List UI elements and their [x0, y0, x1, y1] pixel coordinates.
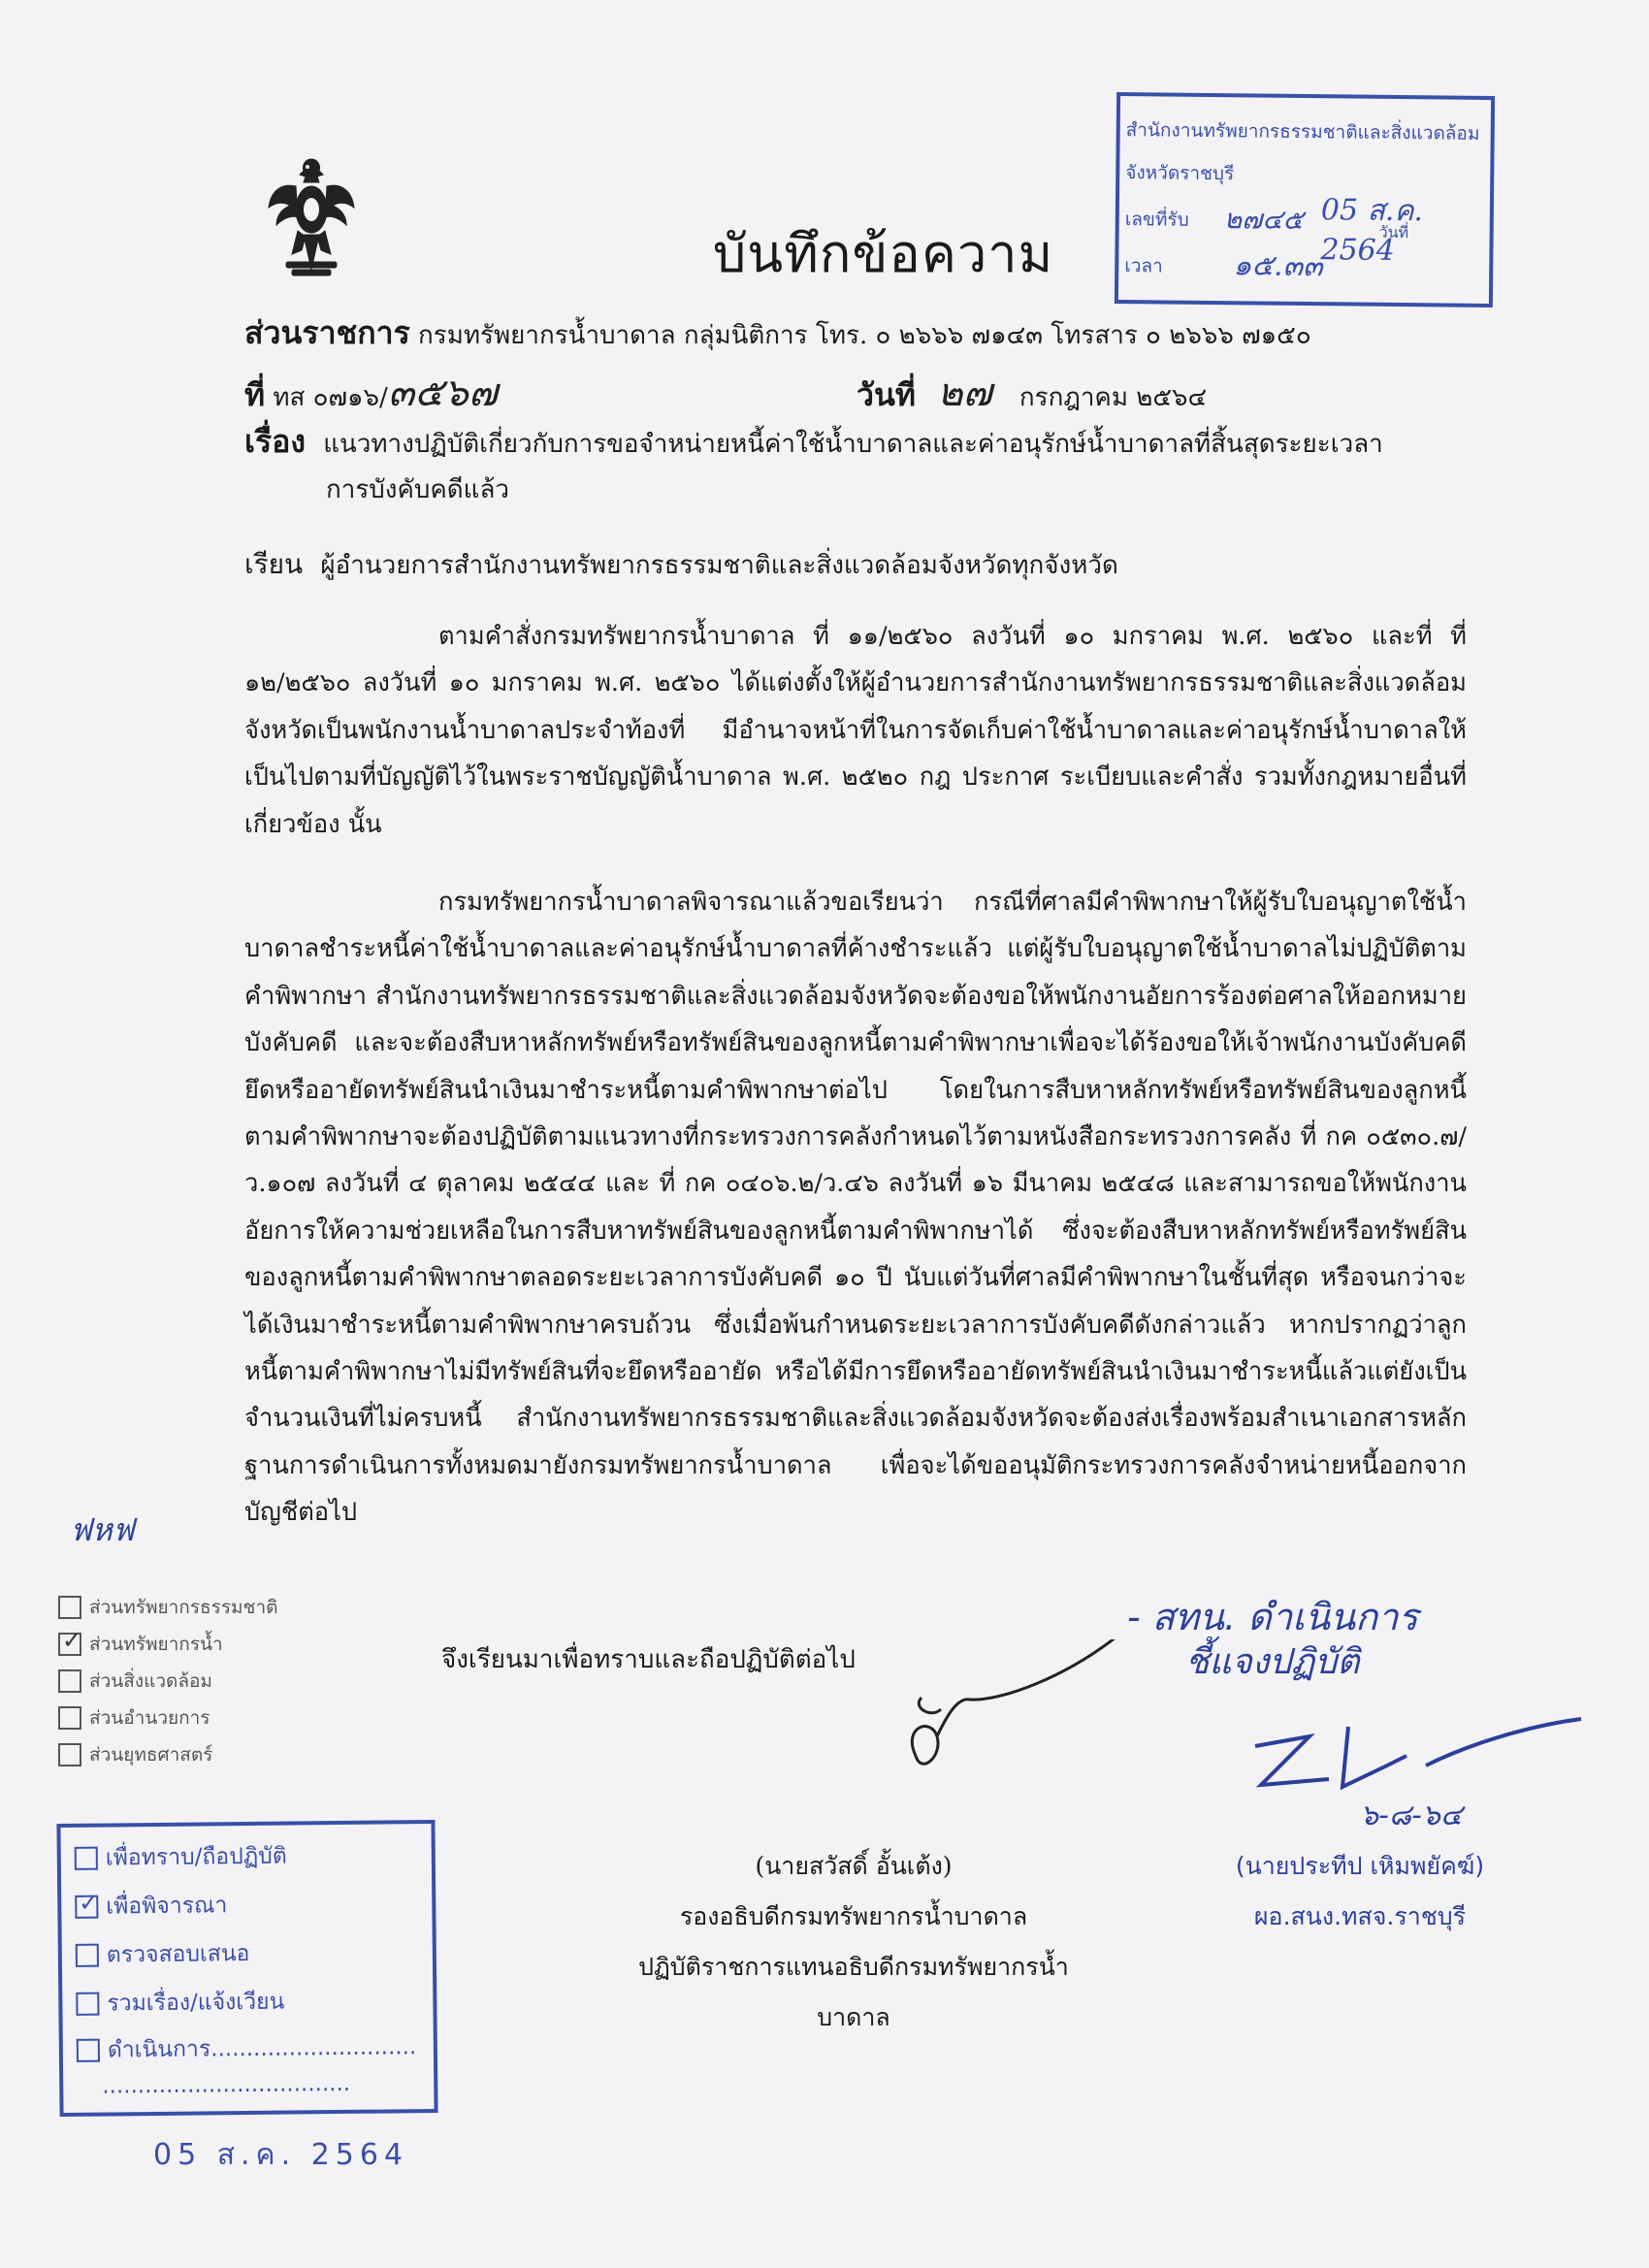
date-row — [857, 361, 1207, 423]
reference-value: ทส ๐๗๑๖/ — [273, 383, 388, 412]
checkbox-checked-icon — [75, 1895, 98, 1919]
deputy-signatory-block — [621, 1841, 1086, 2043]
action-item: ดำเนินการ............................. — [77, 2029, 417, 2068]
action-item: ✓ เพื่อพิจารณา — [75, 1888, 227, 1925]
checkbox-checked-icon — [58, 1633, 81, 1656]
routing-item: ส่วนสิ่งแวดล้อม — [58, 1663, 310, 1700]
paragraph-1 — [244, 613, 1467, 848]
routing-initial: ฟหฟ — [70, 1511, 135, 1548]
stamp-office-line: สำนักงานทรัพยากรธรรมชาติและสิ่งแวดล้อม — [1125, 119, 1480, 145]
checkbox-icon — [58, 1596, 81, 1619]
routing-item: ส่วนอำนวยการ — [58, 1700, 310, 1736]
deputy-name: (นายสวัสดิ์ อั้นเต้ง) — [755, 1852, 953, 1880]
handwritten-instruction-1: - สทน. ดำเนินการ — [1127, 1596, 1418, 1638]
action-item: เพื่อทราบ/ถือปฏิบัติ — [75, 1839, 287, 1876]
agency-label: ส่วนราชการ — [244, 314, 410, 351]
action-stamp — [56, 1820, 437, 2117]
routing-item: ✓ ส่วนทรัพยากรน้ำ — [58, 1626, 310, 1663]
checkbox-icon — [76, 1993, 99, 2016]
reference-row — [244, 361, 498, 423]
stamp-province-line: จังหวัดราชบุรี — [1125, 162, 1235, 185]
subject-label: เรื่อง — [244, 423, 306, 460]
reference-handwritten: ๓๕๖๗ — [387, 371, 498, 415]
paragraph-2-text: กรมทรัพยากรน้ำบาดาลพิจารณาแล้วขอเรียนว่า กรณีที่ศาลมีคำพิพากษาให้ผู้รับใบอนุญาตใช้น้ำบาดาลชำระหนี้ค่าใช้น้ำบาดาลและค่าอนุรักษ์น้ำบาดาลที่ค้างชำระแล้ว แต่ผู้รับใบอนุญาตใช้น้ำบาดาลไม่ปฏิบัติตามคำพิพากษา สำนักงานทรัพยากรธรรมชาติและสิ่งแวดล้อมจังหวัดจะต้องขอให้พนักงานอัยการร้องต่อศาลให้ออกหมายบังคับคดี และจะต้องสืบหาหลักทรัพย์หรือทรัพย์สินของลูกหนี้ตามคำพิพากษาเพื่อจะได้ร้องขอให้เจ้าพนักงานบังคับคดียึดหรืออายัดทรัพย์สินนำเงินมาชำระหนี้ตามคำพิพากษาต่อไป โดยในการสืบหาหลักทรัพย์หรือทรัพย์สินของลูกหนี้ตามคำพิพากษาจะต้องปฏิบัติตามแนวทางที่กระทรวงการคลังกำหนดไว้ตามหนังสือกระทรวงการคลัง ที่ กค ๐๕๓๐.๗/ว.๑๐๗ ลงวันที่ ๔ ตุลาคม ๒๕๔๔ และ ที่ กค ๐๔๐๖.๒/ว.๔๖ ลงวันที่ ๑๖ มีนาคม ๒๕๔๘ และสามารถขอให้พนักงานอัยการให้ความช่วยเหลือในการสืบหาทรัพย์สินของลูกหนี้ตามคำพิพากษาได้ ซึ่งจะต้องสืบหาหลักทรัพย์หรือทรัพย์สินของลูกหนี้ตามคำพิพากษาตลอดระยะเวลาการบังคับคดี ๑๐ ปี นับแต่วันที่ศาลมีคำพิพากษาในชั้นที่สุด หรือจนกว่าจะได้เงินมาชำระหนี้ตามคำพิพากษาครบถ้วน ซึ่งเมื่อพ้นกำหนดระยะเวลาการบังคับคดีดังกล่าวแล้ว หากปรากฏว่าลูกหนี้ตามคำพิพากษาไม่มีทรัพย์สินที่จะยึดหรืออายัด หรือได้มีการยึดหรืออายัดทรัพย์สินนำเงินมาชำระหนี้แล้วแต่ยังเป็นจำนวนเงินที่ไม่ครบหนี้ สำนักงานทรัพยากรธรรมชาติและสิ่งแวดล้อมจังหวัดจะต้องส่งเรื่องพร้อมสำเนาเอกสารหลักฐานการดำเนินการทั้งหมดมายังกรมทรัพยากรน้ำบาดาล เพื่อจะได้ขออนุมัติกระทรวงการคลังจำหน่ายหนี้ออกจากบัญชีต่อไป — [244, 888, 1467, 1528]
routing-item: ส่วนทรัพยากรธรรมชาติ — [58, 1589, 310, 1626]
stamp-time-label: เวลา — [1124, 255, 1163, 277]
date-value: กรกฎาคม ๒๕๖๔ — [1018, 383, 1208, 412]
paragraph-1-text: ตามคำสั่งกรมทรัพยากรน้ำบาดาล ที่ ๑๑/๒๕๖๐ ลงวันที่ ๑๐ มกราคม พ.ศ. ๒๕๖๐ และที่ ที่ ๑๒/๒๕๖๐ ลงวันที่ ๑๐ มกราคม พ.ศ. ๒๕๖๐ ได้แต่งตั้งให้ผู้อำนวยการสำนักงานทรัพยากรธรรมชาติและสิ่งแวดล้อมจังหวัดเป็นพนักงานน้ำบาดาลประจำท้องที่ มีอำนาจหน้าที่ในการจัดเก็บค่าใช้น้ำบาดาลและค่าอนุรักษ์น้ำบาดาลให้เป็นไปตามที่บัญญัติไว้ในพระราชบัญญัติน้ำบาดาล พ.ศ. ๒๕๒๐ กฎ ประกาศ ระเบียบและคำสั่ง รวมทั้งกฎหมายอื่นที่เกี่ยวข้อง นั้น — [244, 622, 1467, 839]
checkbox-icon — [58, 1669, 81, 1693]
stamp-received-date: 05 ส.ค. 2564 — [1320, 193, 1424, 268]
received-stamp — [1115, 92, 1495, 308]
checkbox-icon — [58, 1706, 81, 1730]
document-title: บันทึกข้อความ — [713, 223, 1054, 284]
date-handwritten: ๒๗ — [937, 371, 992, 415]
checkbox-icon — [58, 1743, 81, 1766]
action-item: ตรวจสอบเสนอ — [76, 1936, 250, 1973]
subject-line-2: การบังคับคดีแล้ว — [326, 475, 509, 504]
provincial-position: ผอ.สนง.ทสจ.ราชบุรี — [1253, 1902, 1467, 1930]
addressee-label: เรียน — [244, 548, 304, 580]
paragraph-2 — [244, 879, 1467, 1537]
subject-row — [244, 417, 1383, 467]
addressee-row — [244, 543, 1118, 586]
closing-line: จึงเรียนมาเพื่อทราบและถือปฏิบัติต่อไป — [441, 1645, 856, 1674]
routing-item: ส่วนยุทธศาสตร์ — [58, 1736, 310, 1773]
date-label: วันที่ — [857, 376, 916, 413]
action-blank-line: ................................... — [102, 2070, 351, 2099]
action-stamp-date: 05 ส.ค. 2564 — [153, 2138, 409, 2172]
agency-row — [244, 308, 1311, 358]
subject-line-1: แนวทางปฏิบัติเกี่ยวกับการขอจำหน่ายหนี้ค่าใช้น้ำบาดาลและค่าอนุรักษ์น้ำบาดาลที่สิ้นสุดระยะเวลา — [323, 430, 1383, 459]
routing-checklist — [58, 1589, 310, 1773]
provincial-name: (นายประทีป เหิมพยัคฆ์) — [1235, 1852, 1485, 1880]
handwritten-date: ๖-๘-๖๔ — [1360, 1798, 1463, 1832]
handwritten-instruction-2: ชี้แจงปฏิบัติ — [1185, 1642, 1360, 1682]
deputy-acting-position: ปฏิบัติราชการแทนอธิบดีกรมทรัพยากรน้ำบาดาล — [638, 1953, 1069, 2031]
stamp-time-value: ๑๕.๓๓ — [1233, 248, 1323, 284]
provincial-signatory-block — [1195, 1841, 1525, 1942]
agency-value: กรมทรัพยากรน้ำบาดาล กลุ่มนิติการ โทร. ๐ ๒๖๖๖ ๗๑๔๓ โทรสาร ๐ ๒๖๖๖ ๗๑๕๐ — [418, 321, 1311, 350]
stamp-receipt-label: เลขที่รับ — [1124, 209, 1189, 231]
addressee-value: ผู้อำนวยการสำนักงานทรัพยากรธรรมชาติและสิ่งแวดล้อมจังหวัดทุกจังหวัด — [320, 551, 1118, 580]
stamp-date-label: วันที่ — [1378, 222, 1409, 243]
reference-label: ที่ — [244, 376, 266, 413]
checkbox-icon — [77, 2039, 100, 2062]
deputy-position: รองอธิบดีกรมทรัพยากรน้ำบาดาล — [679, 1902, 1028, 1930]
deputy-signature — [892, 1639, 1183, 1795]
checkbox-icon — [75, 1847, 98, 1870]
stamp-receipt-number: ๒๗๔๕ — [1223, 203, 1304, 236]
checkbox-icon — [76, 1944, 99, 1967]
garuda-emblem-icon — [267, 153, 356, 279]
action-item: รวมเรื่อง/แจ้งเวียน — [76, 1985, 284, 2022]
